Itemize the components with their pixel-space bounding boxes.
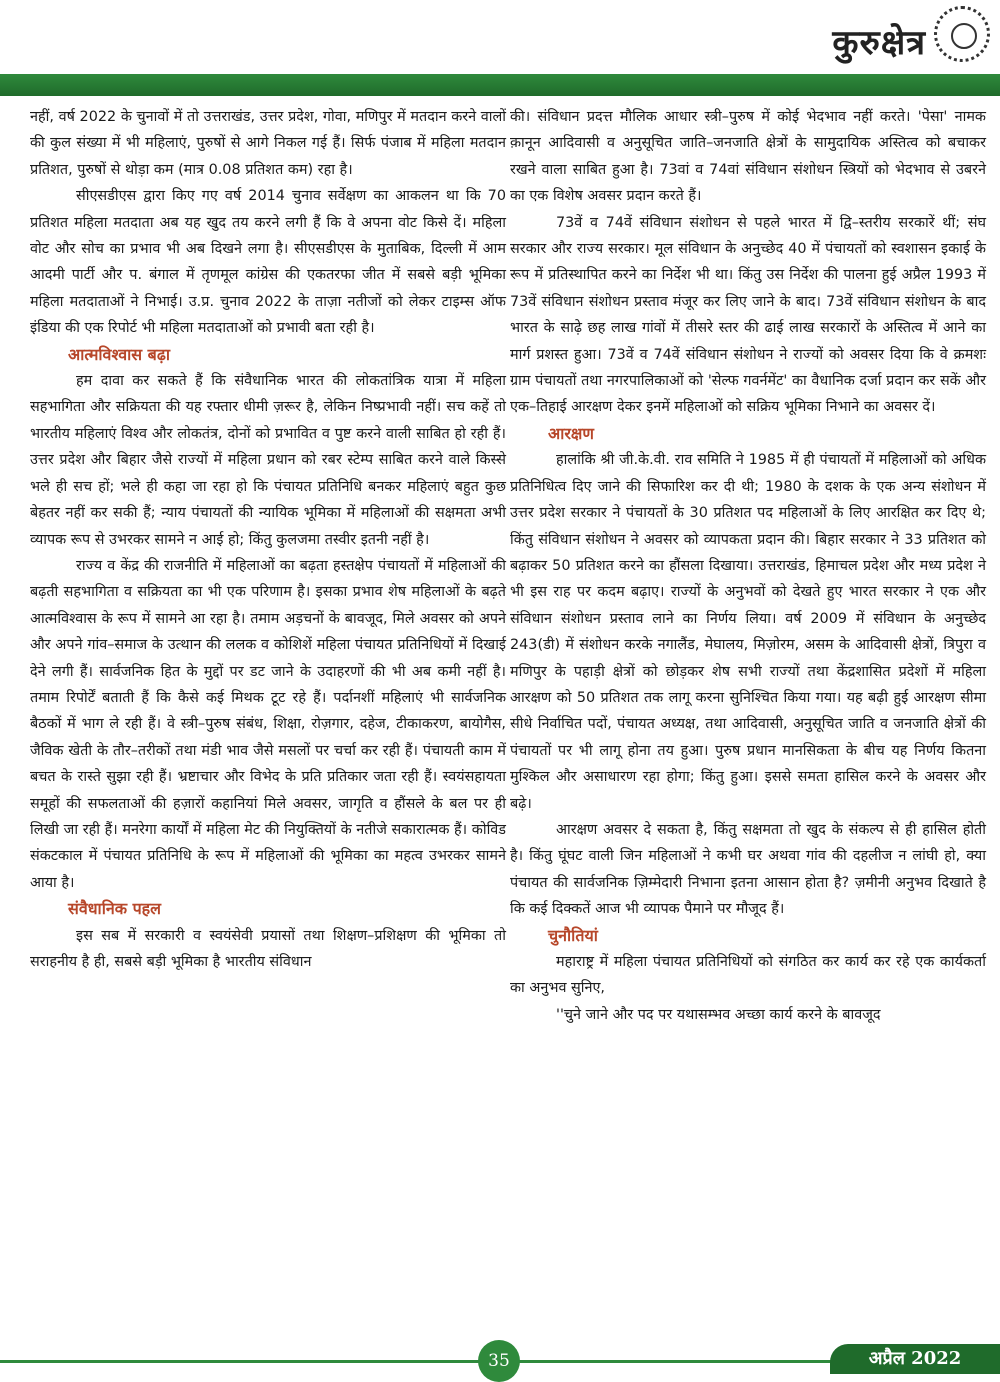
paragraph: हम दावा कर सकते हैं कि संवैधानिक भारत की लोकतांत्रिक यात्रा में महिला सहभागिता और सक्रियता की यह रफ्तार धीमी ज़रूर है, लेकिन निष्प्रभावी नहीं। सच कहें तो भारतीय महिलाएं विश्व और लोकतंत्र, दोनों को प्रभावित व पुष्ट करने वाली साबित हो रही हैं। उत्तर प्रदेश और बिहार जैसे राज्यों में महिला प्रधान को रबर स्टेम्प साबित करने वाले किस्से भले ही सच हों; भले ही कहा जा रहा हो कि पंचायत प्रतिनिधि बनकर महिलाएं बहुत कुछ बेहतर नहीं कर सकी हैं; न्याय पंचायतों की न्यायिक भूमिका में महिलाओं की सक्षमता अभी व्यापक रूप से उभरकर सामने न आई हो; किंतु कुलजमा तस्वीर इतनी नहीं है। (30, 373, 506, 548)
page-footer (0, 1340, 1000, 1379)
issue-date: अप्रैल 2022 (830, 1344, 1000, 1374)
paragraph: हालांकि श्री जी.के.वी. राव समिति ने 1985 में ही पंचायतों में महिलाओं को अधिक प्रतिनिधित्व दिए जाने की सिफारिश कर दी थी; 1980 के दशक के एक अन्य संशोधन में उत्तर प्रदेश सरकार ने पंचायतों के 30 प्रतिशत पद महिलाओं के लिए आरक्षित कर दिए थे; किंतु संविधान संशोधन ने अवसर को व्यापकता प्रदान की। बिहार सरकार ने 33 प्रतिशत को बढ़ाकर 50 प्रतिशत करने का हौंसला दिखाया। उत्तराखंड, हिमाचल प्रदेश और मध्य प्रदेश ने भी इस राह पर कदम बढ़ाए। राज्यों के अनुभवों को देखते हुए भारत सरकार ने एक और संविधान संशोधन प्रस्ताव लाने का निर्णय लिया। वर्ष 2009 में संविधान के अनुच्छेद 243(डी) में संशोधन करके नगालैंड, मेघालय, मिज़ोरम, असम के आदिवासी क्षेत्रों, त्रिपुरा व मणिपुर के पहाड़ी क्षेत्रों को छोड़कर शेष सभी राज्यों तथा केंद्रशासित प्रदेशों में महिला आरक्षण को 50 प्रतिशत तक लागू करना सुनिश्चित किया गया। यह बढ़ी हुई आरक्षण सीमा सीधे निर्वाचित पदों, पंचायत अध्यक्ष, तथा आदिवासी, अनुसूचित जाति व जनजाति क्षेत्रों की पंचायतों पर भी लागू होना तय हुआ। पुरुष प्रधान मानसिकता के बीच यह निर्णय कितना मुश्किल और असाधारण रहा होगा; किंतु हुआ। इससे समता हासिल करने के अवसर और बढ़े। (510, 452, 986, 812)
paragraph: 73वें व 74वें संविधान संशोधन से पहले भारत में द्वि–स्तरीय सरकारें थीं; संघ सरकार और राज्य सरकार। मूल संविधान के अनुच्छेद 40 में पंचायतों को स्वशासन इकाई के रूप में प्रतिस्थापित करने का निर्देश भी था। किंतु उस निर्देश की पालना हुई अप्रैल 1993 में 73वें संविधान संशोधन प्रस्ताव मंजूर कर लिए जाने के बाद। 73वें संविधान संशोधन के बाद भारत के साढ़े छह लाख गांवों में तीसरे स्तर की ढाई लाख सरकारों के अस्तित्व में आने का मार्ग प्रशस्त हुआ। 73वें व 74वें संविधान संशोधन ने राज्यों को अवसर दिया कि वे क्रमशः ग्राम पंचायतों तथा नगरपालिकाओं को 'सेल्फ गवर्नमेंट' का वैधानिक दर्जा प्रदान कर सकें और एक–तिहाई आरक्षण देकर इनमें महिलाओं को सक्रिय भूमिका निभाने का अवसर दें। (510, 214, 986, 416)
magazine-title: कुरुक्षेत्र (832, 23, 926, 63)
paragraph: इस सब में सरकारी व स्वयंसेवी प्रयासों तथा शिक्षण–प्रशिक्षण की भूमिका तो सराहनीय है ही, सबसे बड़ी भूमिका है भारतीय संविधान (30, 927, 506, 970)
section-heading: चुनौतियां (548, 925, 598, 945)
right-column (510, 104, 986, 1028)
left-column (30, 104, 506, 975)
paragraph: आरक्षण अवसर दे सकता है, किंतु सक्षमता तो खुद के संकल्प से ही हासिल होती है। किंतु घूंघट वाली जिन महिलाओं ने कभी घर अथवा गांव की दहलीज न लांघी हो, क्या पंचायत की सार्वजनिक ज़िम्मेदारी निभाना इतना आसान होता है? ज़मीनी अनुभव दिखाते है कि कई दिक्कतें आज भी व्यापक पैमाने पर मौजूद हैं। (510, 821, 986, 918)
page-header (0, 0, 1000, 100)
page-number: 35 (478, 1340, 520, 1382)
section-heading: आत्मविश्वास बढ़ा (68, 344, 170, 364)
paragraph: ''चुने जाने और पद पर यथासम्भव अच्छा कार्य करने के बावजूद (556, 1006, 881, 1023)
paragraph: नहीं, वर्ष 2022 के चुनावों में तो उत्तराखंड, उत्तर प्रदेश, गोवा, मणिपुर में मतदान करने वालों की कुल संख्या में भी महिलाएं, पुरुषों से आगे निकल गई हैं। सिर्फ पंजाब में महिला मतदान प्रतिशत, पुरुषों से थोड़ा कम (मात्र 0.08 प्रतिशत कम) रहा है। (30, 109, 506, 178)
section-heading: आरक्षण (548, 423, 594, 443)
section-heading: संवैधानिक पहल (68, 899, 162, 919)
paragraph: की। संविधान प्रदत्त मौलिक आधार स्त्री–पुरुष में कोई भेदभाव नहीं करते। 'पेसा' नामक क़ानून आदिवासी व अनुसूचित जाति–जनजाति क्षेत्रों के सामुदायिक अस्तित्व को बचाकर रखने वाला साबित हुआ है। 73वां व 74वां संविधान संशोधन स्त्रियों को भेदभाव से उबरने का एक विशेष अवसर प्रदान करते हैं। (510, 109, 986, 205)
paragraph: महाराष्ट्र में महिला पंचायत प्रतिनिधियों को संगठित कर कार्य कर रहे एक कार्यकर्ता का अनुभव सुनिए, (510, 954, 986, 997)
paragraph: सीएसडीएस द्वारा किए गए वर्ष 2014 चुनाव सर्वेक्षण का आकलन था कि 70 प्रतिशत महिला मतदाता अब यह खुद तय करने लगी हैं कि वे अपना वोट किसे दें। महिला वोट और सोच का प्रभाव भी अब दिखने लगा है। सीएसडीएस के मुताबिक, दिल्ली में आम आदमी पार्टी और प. बंगाल में तृणमूल कांग्रेस की एकतरफा जीत में सबसे बड़ी भूमिका महिला मतदाताओं ने निभाई। उ.प्र. चुनाव 2022 के ताज़ा नतीजों को लेकर टाइम्स ऑफ इंडिया की एक रिपोर्ट भी महिला मतदाताओं को प्रभावी बता रही है। (30, 188, 506, 337)
paragraph: राज्य व केंद्र की राजनीति में महिलाओं का बढ़ता हस्तक्षेप पंचायतों में महिलाओं की बढ़ती सहभागिता व सक्रियता का भी एक परिणाम है। इसका प्रभाव शेष महिलाओं के बढ़ते आत्मविश्वास के रूप में सामने आ रहा है। तमाम अड़चनों के बावजूद, मिले अवसर को अपने और अपने गांव–समाज के उत्थान की ललक व कोशिशें महिला पंचायत प्रतिनिधियों में दिखाई देने लगी हैं। सार्वजनिक हित के मुद्दों पर डट जाने के उदाहरणों की भी अब कमी नहीं है। तमाम रिपोर्टें बताती हैं कि कैसे कई मिथक टूट रहे हैं। पर्दानशीं महिलाएं भी सार्वजनिक बैठकों में भाग ले रही हैं। वे स्त्री–पुरुष संबंध, शिक्षा, रोज़गार, दहेज, टीकाकरण, बायोगैस, जैविक खेती के तौर–तरीकों तथा मंडी भाव जैसे मसलों पर चर्चा कर रही हैं। पंचायती काम में बचत के रास्ते सुझा रही हैं। भ्रष्टाचार और विभेद के प्रति प्रतिकार जता रही हैं। स्वयंसहायता समूहों की सफलताओं की हज़ारों कहानियां मिले अवसर, जागृति व हौंसले के बल पर ही लिखी जा रही हैं। मनरेगा कार्यों में महिला मेट की नियुक्तियों के नतीजे सकारात्मक हैं। कोविड संकटकाल में पंचायत प्रतिनिधि के रूप में महिलाओं की भूमिका का महत्व उभरकर सामने आया है। (30, 557, 506, 891)
emblem-icon (934, 6, 990, 62)
header-bar (0, 74, 1000, 96)
